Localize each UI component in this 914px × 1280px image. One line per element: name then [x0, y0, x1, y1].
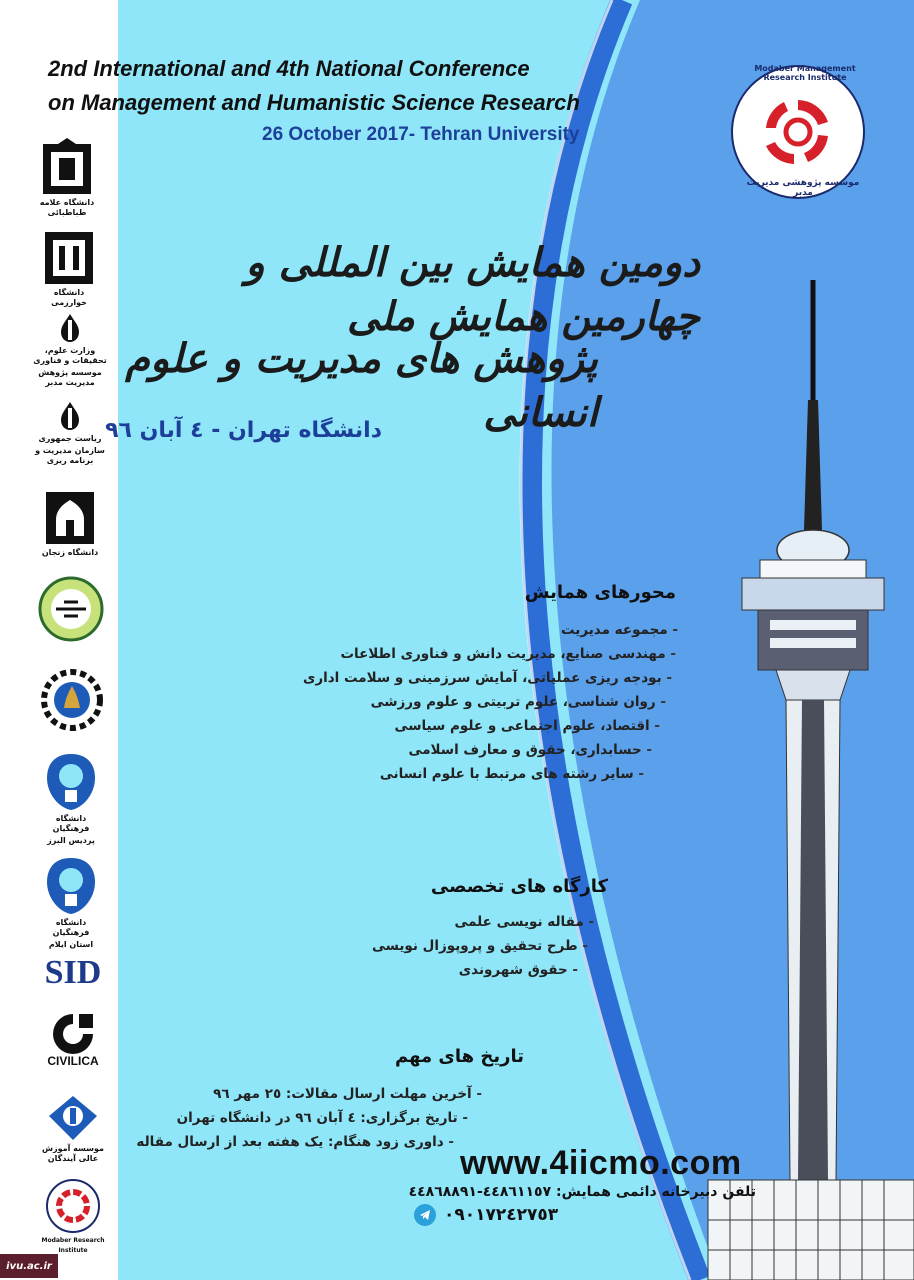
farhangian-alborz-subcaption: پردیس البرز — [47, 836, 95, 845]
farhangian-alborz-logo — [38, 752, 104, 846]
higher-education-logo — [34, 1094, 112, 1164]
list-item: - اقتصاد، علوم اجتماعی و علوم سیاسی — [394, 718, 660, 734]
farhangian-ilam-caption: دانشگاه فرهنگیان — [52, 918, 90, 937]
kharazmi-caption: دانشگاه خوارزمی — [51, 288, 87, 307]
watermark-badge: ivu.ac.ir — [0, 1254, 58, 1278]
civilica-emblem-icon — [51, 1012, 95, 1054]
dates-list — [136, 1082, 482, 1154]
axes-list — [258, 618, 678, 786]
list-item: - روان شناسی، علوم تربیتی و علوم ورزشی — [370, 694, 666, 710]
presidency-caption: ریاست جمهوری — [38, 434, 102, 443]
list-item: - داوری زود هنگام: یک هفته بعد از ارسال مقاله — [136, 1134, 454, 1150]
farhangian-emblem-icon — [43, 752, 99, 812]
farhangian-ilam-subcaption: استان ایلام — [48, 940, 94, 949]
workshops-heading: کارگاه های تخصصی — [430, 876, 608, 897]
english-title-line-2: on Management and Humanistic Science Research — [48, 90, 580, 115]
iran-emblem-icon — [55, 400, 85, 432]
modaber-en-text: Modaber Management Research Institute — [754, 64, 856, 82]
list-item: - آخرین مهلت ارسال مقالات: ٢٥ مهر ٩٦ — [213, 1086, 482, 1102]
allameh-emblem-icon — [39, 138, 95, 196]
gear-globe-logo — [40, 668, 104, 732]
round-green-logo — [38, 576, 104, 642]
zanjan-caption: دانشگاه زنجان — [41, 548, 99, 557]
milad-tower-illustration — [690, 280, 914, 1280]
list-item: - مقاله نویسی علمی — [454, 914, 594, 930]
mobile-number: ٠٩٠١٧٢٤٢٧٥٣ — [444, 1205, 559, 1225]
english-title-line-1: 2nd International and 4th National Conference — [48, 56, 530, 81]
kharazmi-emblem-icon — [43, 230, 95, 286]
zanjan-emblem-icon — [44, 490, 96, 546]
website-link[interactable]: www.4iicmo.com — [460, 1144, 742, 1182]
list-item: - مجموعه مدیریت — [560, 622, 678, 638]
modaber-small-logo — [40, 1178, 106, 1256]
list-item: - حسابداری، حقوق و معارف اسلامی — [408, 742, 652, 758]
ministry-science-caption: وزارت علوم، تحقیقات و فناوری — [33, 346, 107, 365]
presidency-subcaption: سازمان مدیریت و برنامه ریزی — [35, 446, 105, 465]
list-item: - بودجه ریزی عملیاتی، آمایش سرزمینی و سلامت اداری — [302, 670, 672, 686]
iran-emblem-icon — [55, 312, 85, 344]
ministry-science-subcaption: موسسه پژوهش مدیریت مدبر — [38, 368, 102, 387]
civilica-logo — [40, 1012, 106, 1068]
farhangian-emblem-icon — [43, 856, 99, 916]
persian-title-line-1: دومین همایش بین المللی و چهارمین همایش ملی — [245, 240, 700, 340]
farhangian-alborz-caption: دانشگاه فرهنگیان — [52, 814, 90, 833]
kharazmi-logo — [36, 230, 102, 308]
modaber-small-caption: Modaber Research Institute — [41, 1237, 105, 1254]
list-item: - حقوق شهروندی — [458, 962, 578, 978]
list-item: - سایر رشته های مرتبط با علوم انسانی — [379, 766, 644, 782]
mobile-contact — [414, 1204, 558, 1226]
civilica-text: CIVILICA — [47, 1054, 99, 1068]
farhangian-ilam-logo — [38, 856, 104, 950]
sid-text: SID — [44, 954, 102, 991]
list-item: - طرح تحقیق و پروپوزال نویسی — [371, 938, 588, 954]
higher-education-caption: موسسه آموزش عالی آیندگان — [42, 1144, 104, 1163]
telegram-icon[interactable] — [414, 1204, 436, 1226]
presidency-logo — [30, 400, 110, 466]
modaber-small-emblem-icon — [45, 1178, 101, 1234]
list-item: - تاریخ برگزاری: ٤ آبان ٩٦ در دانشگاه تهران — [176, 1110, 468, 1126]
workshops-list — [294, 910, 594, 982]
round-seal-icon — [38, 576, 104, 642]
english-date: 26 October 2017- Tehran University — [262, 124, 580, 145]
gear-globe-icon — [40, 668, 104, 732]
allameh-logo — [30, 138, 104, 218]
book-emblem-icon — [47, 1094, 99, 1142]
english-title — [48, 52, 648, 120]
sid-logo — [38, 954, 108, 992]
ministry-science-logo — [30, 312, 110, 388]
axes-heading: محورهای همایش — [524, 582, 676, 603]
dates-heading: تاریخ های مهم — [394, 1046, 524, 1067]
zanjan-logo — [38, 490, 102, 558]
list-item: - مهندسی صنایع، مدیریت دانش و فناوری اطلاعات — [340, 646, 676, 662]
allameh-caption: دانشگاه علامه طباطبائی — [39, 198, 95, 217]
persian-place-date: دانشگاه تهران - ٤ آبان ٩٦ — [105, 418, 382, 443]
secretariat-phone: تلفن دبیرخانه دائمی همایش: ٤٤٨٦١١٥٧-٤٤٨٦٨٨٩١ — [408, 1184, 756, 1200]
modaber-fa-text: موسسه پژوهشی مدیریت مدبر — [746, 178, 860, 198]
persian-title-line-2: پژوهش های مدیریت و علوم انسانی — [125, 336, 598, 436]
